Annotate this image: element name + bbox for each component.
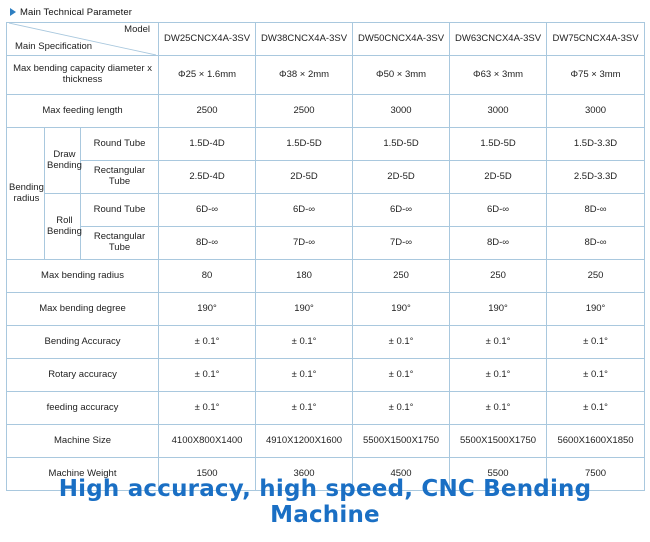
row-label: Rectangular Tube [81,227,159,260]
model-header-label: Model [124,24,151,35]
table-row [7,392,645,425]
row-label: Max feeding length [7,95,159,128]
row-value: 3000 [547,95,645,128]
draw-bending-text: Draw Bending [47,148,82,171]
row-value: 6D-∞ [450,194,547,227]
table-row [7,293,645,326]
row-value: ± 0.1° [159,392,256,425]
table-row [7,227,645,260]
bending-radius-group-label [7,128,45,260]
row-label: feeding accuracy [7,392,159,425]
table-row [7,260,645,293]
row-value: Φ50 × 3mm [353,56,450,95]
row-value: 250 [450,260,547,293]
table-row [7,326,645,359]
roll-bending-text: Roll Bending [47,214,82,237]
row-value: 190° [547,293,645,326]
row-value: 8D-∞ [547,194,645,227]
table-row [7,194,645,227]
row-value: 4910X1200X1600 [256,425,353,458]
row-value: 7D-∞ [256,227,353,260]
row-value: 3000 [353,95,450,128]
row-value: 1.5D-5D [256,128,353,161]
row-value: 250 [547,260,645,293]
row-value: ± 0.1° [256,326,353,359]
row-value: 3000 [450,95,547,128]
table-row [7,95,645,128]
row-value: 5600X1600X1850 [547,425,645,458]
row-value: 1.5D-5D [353,128,450,161]
row-value: ± 0.1° [450,326,547,359]
row-value: 2.5D-4D [159,161,256,194]
row-value: ± 0.1° [547,326,645,359]
row-value: 6D-∞ [353,194,450,227]
model-column-header: DW25CNCX4A-3SV [159,23,256,56]
page-title: Main Technical Parameter [20,6,133,18]
row-value: 2500 [159,95,256,128]
row-label: Max bending degree [7,293,159,326]
row-value: 4100X800X1400 [159,425,256,458]
specification-header-label: Main Specification [15,41,93,53]
row-value: ± 0.1° [159,359,256,392]
row-value: ± 0.1° [547,392,645,425]
row-value: 1.5D-5D [450,128,547,161]
row-value: ± 0.1° [353,359,450,392]
row-label: Round Tube [81,128,159,161]
model-column-header: DW75CNCX4A-3SV [547,23,645,56]
row-value: Φ75 × 3mm [547,56,645,95]
row-value: 6D-∞ [256,194,353,227]
technical-parameter-table [6,22,645,491]
row-value: 250 [353,260,450,293]
row-value: ± 0.1° [450,359,547,392]
row-value: 3600 [256,458,353,491]
row-value: ± 0.1° [353,392,450,425]
row-value: 8D-∞ [547,227,645,260]
row-label: Bending Accuracy [7,326,159,359]
row-value: ± 0.1° [159,326,256,359]
row-value: ± 0.1° [353,326,450,359]
row-value: ± 0.1° [256,359,353,392]
row-label: Max bending radius [7,260,159,293]
section-title [6,4,644,20]
row-value: 2D-5D [353,161,450,194]
draw-bending-label [45,128,81,194]
table-header-row [7,23,645,56]
footer-slogan: High accuracy, high speed, CNC Bending Machine [58,476,592,528]
row-value: 1.5D-4D [159,128,256,161]
row-label: Round Tube [81,194,159,227]
row-value: 5500X1500X1750 [450,425,547,458]
row-value: 1500 [159,458,256,491]
triangle-right-icon [10,8,16,16]
model-column-header: DW38CNCX4A-3SV [256,23,353,56]
table-row [7,56,645,95]
row-value: 5500 [450,458,547,491]
table-corner-cell [7,23,159,56]
row-value: ± 0.1° [450,392,547,425]
row-value: 7500 [547,458,645,491]
row-value: ± 0.1° [256,392,353,425]
row-label: Max bending capacity diameter x thickness [7,56,159,95]
row-value: Φ25 × 1.6mm [159,56,256,95]
row-value: 7D-∞ [353,227,450,260]
table-row [7,425,645,458]
table-row [7,161,645,194]
row-value: 8D-∞ [450,227,547,260]
row-value: 180 [256,260,353,293]
row-value: 2D-5D [450,161,547,194]
row-label: Machine Weight [7,458,159,491]
model-column-header: DW63CNCX4A-3SV [450,23,547,56]
row-value: 190° [256,293,353,326]
row-value: 190° [159,293,256,326]
bending-radius-group-text: Bending radius [9,181,44,204]
row-label: Rotary accuracy [7,359,159,392]
model-column-header: DW50CNCX4A-3SV [353,23,450,56]
row-label: Machine Size [7,425,159,458]
row-value: 8D-∞ [159,227,256,260]
row-value: 1.5D-3.3D [547,128,645,161]
roll-bending-label [45,194,81,260]
row-value: 2500 [256,95,353,128]
row-value: 4500 [353,458,450,491]
row-value: 2.5D-3.3D [547,161,645,194]
row-value: 190° [353,293,450,326]
table-row [7,359,645,392]
row-value: ± 0.1° [547,359,645,392]
row-value: Φ38 × 2mm [256,56,353,95]
table-row [7,128,645,161]
row-value: 2D-5D [256,161,353,194]
row-value: 6D-∞ [159,194,256,227]
row-label: Rectangular Tube [81,161,159,194]
row-value: 80 [159,260,256,293]
row-value: 5500X1500X1750 [353,425,450,458]
row-value: Φ63 × 3mm [450,56,547,95]
row-value: 190° [450,293,547,326]
